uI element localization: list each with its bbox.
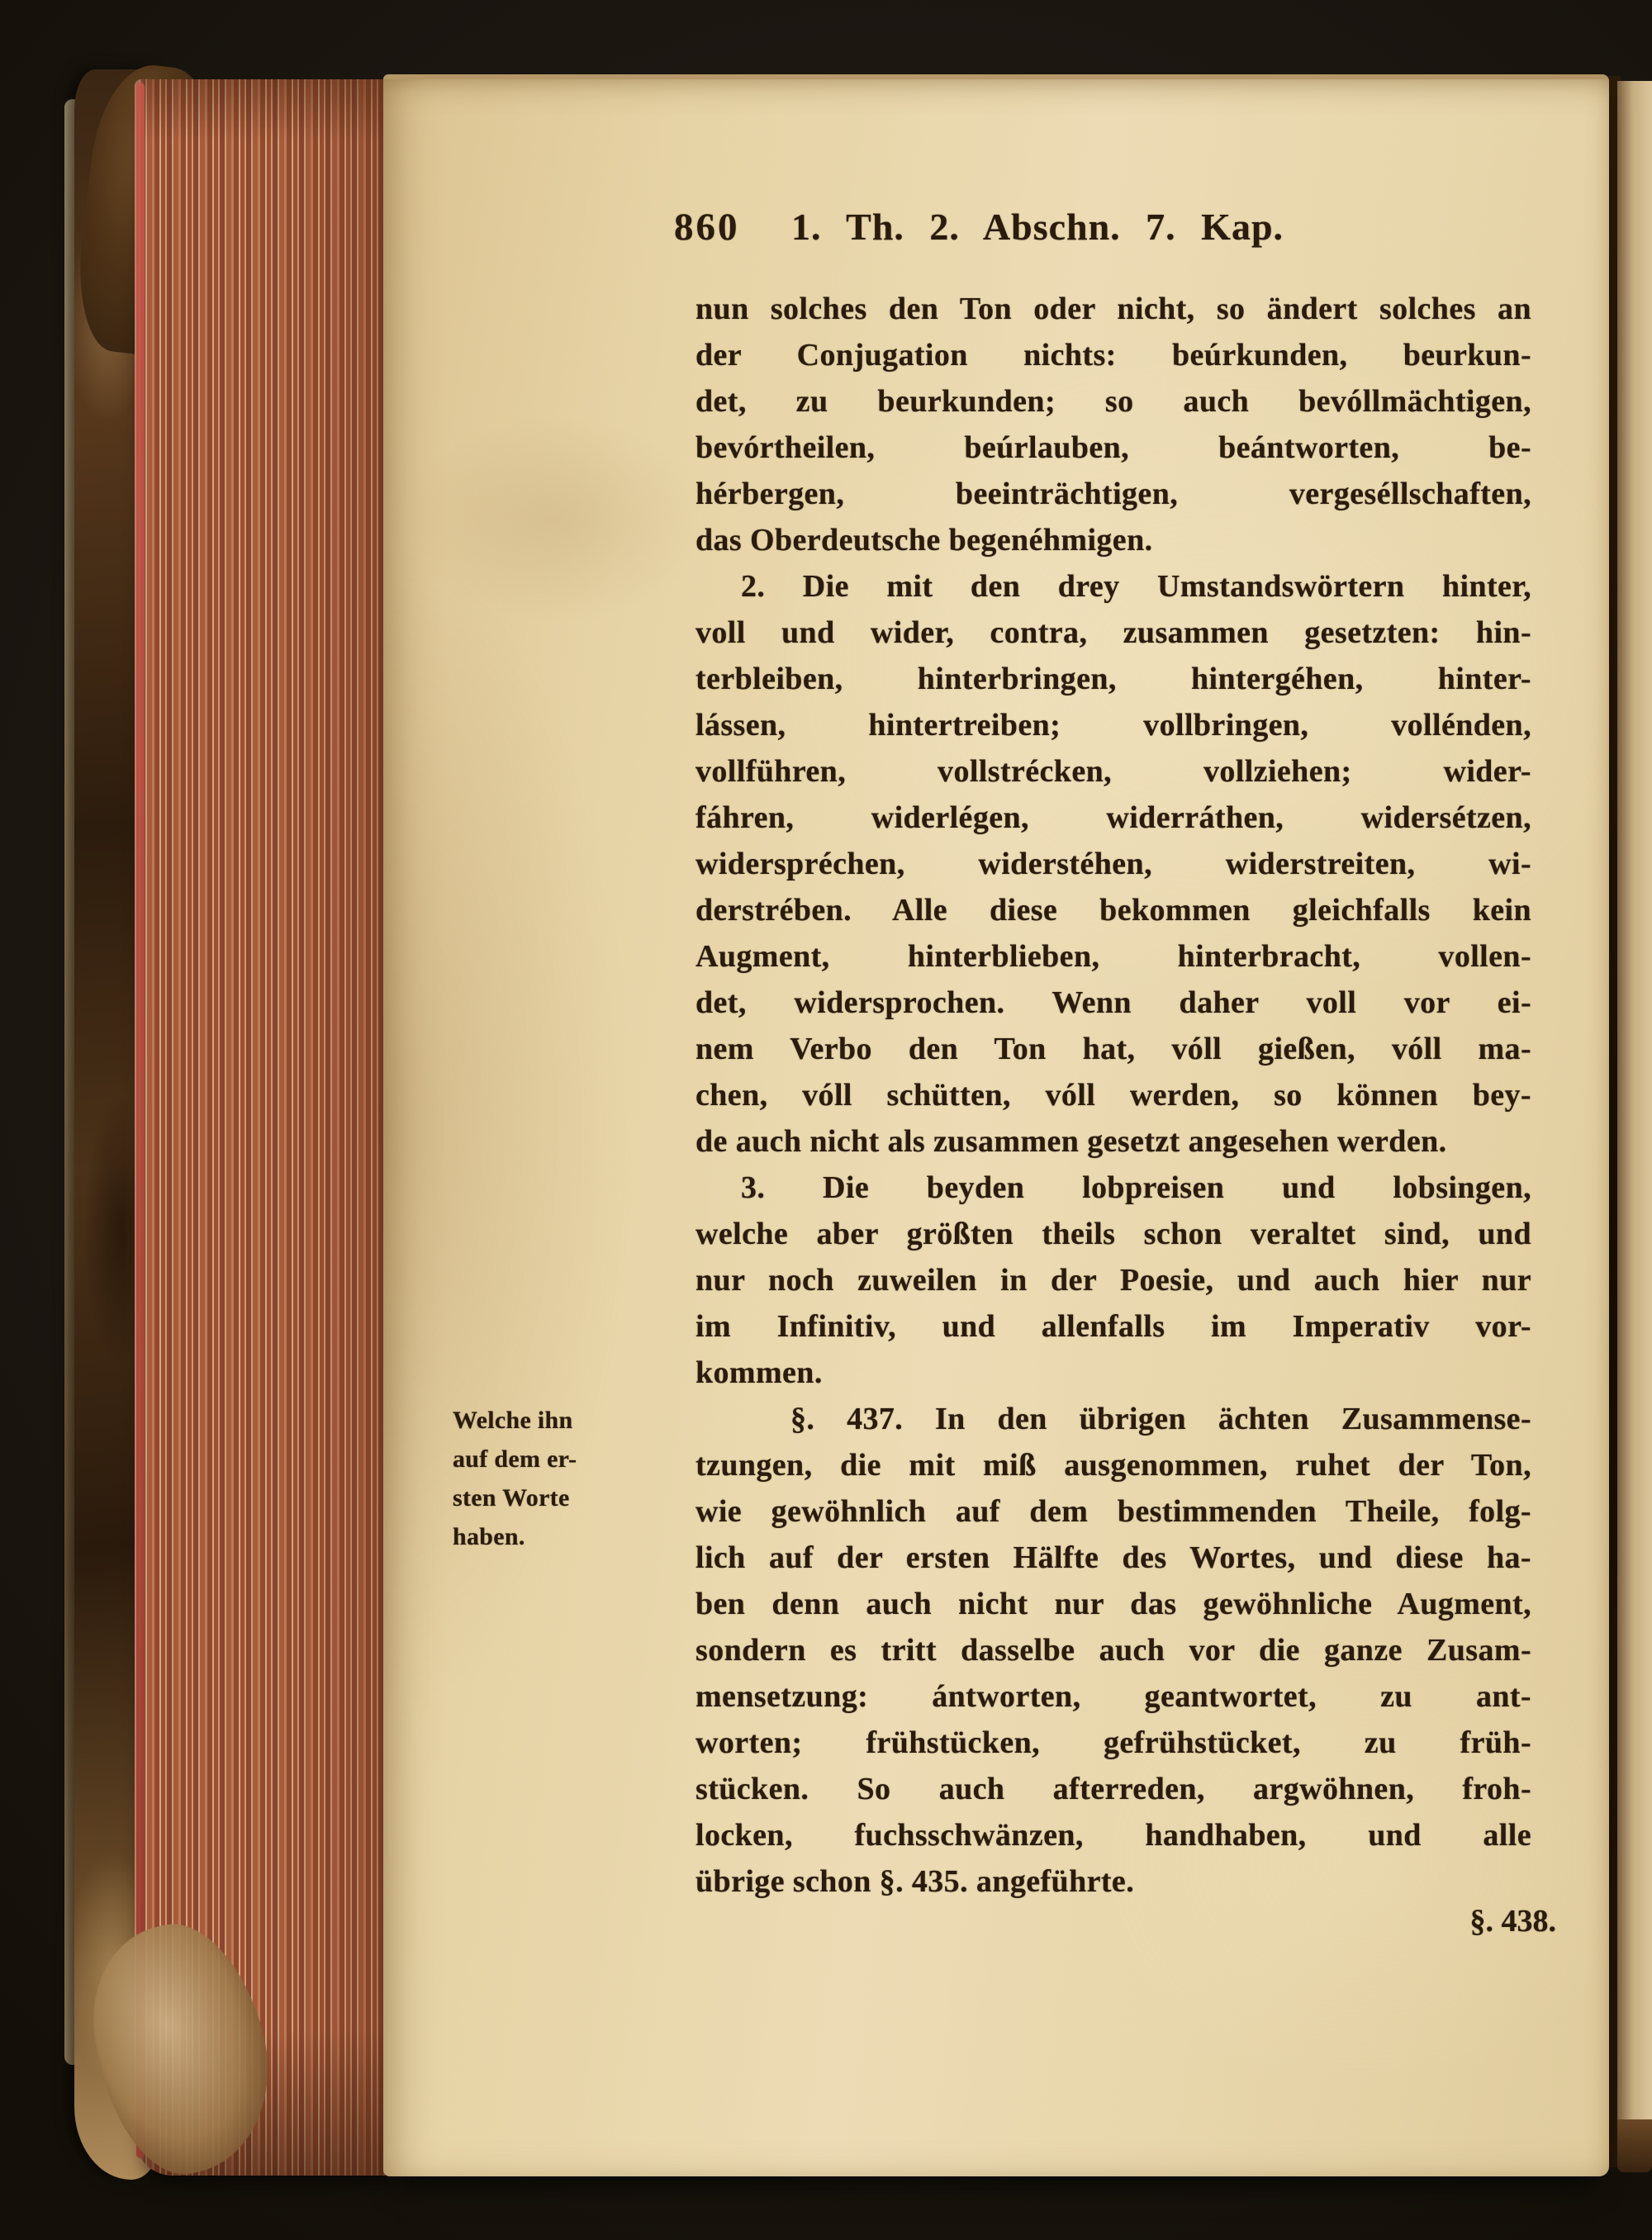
text-line: nun solches den Ton oder nicht, so ändert solches an <box>695 292 1531 326</box>
text-line: worten; frühstücken, gefrühstücket, zu früh- <box>695 1725 1531 1760</box>
text-line: lássen, hintertreiben; vollbringen, vollénden, <box>695 708 1531 743</box>
text-line: §. 437. In den übrigen ächten Zusammense- <box>790 1402 1531 1436</box>
text-line: nur noch zuweilen in der Poesie, und auch hier nur <box>695 1263 1531 1298</box>
text-line: übrige schon §. 435. angeführte. <box>695 1864 1135 1899</box>
text-line: der Conjugation nichts: beúrkunden, beurkun- <box>695 338 1531 373</box>
text-line: nem Verbo den Ton hat, vóll gießen, vóll ma- <box>695 1032 1531 1066</box>
text-line: Augment, hinterblieben, hinterbracht, vollen- <box>695 939 1531 974</box>
margin-note-line: auf dem er- <box>453 1445 577 1473</box>
text-line: sondern es tritt dasselbe auch vor die ganze Zusam- <box>695 1633 1531 1668</box>
text-line: det, zu beurkunden; so auch bevóllmächtigen, <box>695 384 1531 419</box>
text-line: vollführen, vollstrécken, vollziehen; wider- <box>695 754 1531 789</box>
text-line: chen, vóll schütten, vóll werden, so können bey- <box>695 1078 1531 1113</box>
text-line: de auch nicht als zusammen gesetzt angesehen werden. <box>695 1124 1447 1159</box>
margin-note-line: sten Worte <box>453 1484 570 1512</box>
book-fore-edge-pages <box>135 79 401 2176</box>
text-line: stücken. So auch afterreden, argwöhnen, froh- <box>695 1772 1531 1806</box>
text-line: fáhren, widerlégen, widerráthen, widersétzen, <box>695 800 1531 835</box>
book-page <box>383 74 1609 2176</box>
text-line: widerspréchen, widerstéhen, widerstreiten, wi- <box>695 847 1531 881</box>
text-line: kommen. <box>695 1355 823 1390</box>
text-line: bevórtheilen, beúrlauben, beántworten, be- <box>695 430 1531 465</box>
body-text <box>695 286 1531 1905</box>
text-line: terbleiben, hinterbringen, hintergéhen, hinter- <box>695 662 1531 696</box>
text-line: welche aber größten theils schon veraltet sind, und <box>695 1217 1531 1251</box>
text-line: locken, fuchsschwänzen, handhaben, und alle <box>695 1818 1531 1853</box>
text-line: im Infinitiv, und allenfalls im Imperativ vor- <box>695 1309 1531 1344</box>
text-line: hérbergen, beeinträchtigen, vergeséllschaften, <box>695 477 1531 511</box>
margin-note <box>453 1401 694 1556</box>
text-line: lich auf der ersten Hälfte des Wortes, und diese ha- <box>695 1540 1531 1575</box>
page-number: 860 <box>674 206 740 249</box>
text-line: das Oberdeutsche begenéhmigen. <box>695 523 1153 558</box>
margin-note-line: Welche ihn <box>453 1407 573 1434</box>
catchword: §. 438. <box>1469 1904 1556 1939</box>
text-line: det, widersprochen. Wenn daher voll vor ei- <box>695 985 1531 1020</box>
text-line: mensetzung: ántworten, geantwortet, zu ant- <box>695 1679 1531 1714</box>
next-page-edge <box>1617 81 1652 2166</box>
text-line: derstrében. Alle diese bekommen gleichfalls kein <box>695 893 1531 928</box>
text-line: tzungen, die mit miß ausgenommen, ruhet der Ton, <box>695 1448 1531 1483</box>
text-line: 2. Die mit den drey Umstandswörtern hinter, <box>741 569 1531 604</box>
text-line: voll und wider, contra, zusammen gesetzten: hin- <box>695 615 1531 650</box>
margin-note-line: haben. <box>453 1523 525 1550</box>
running-header: 1. Th. 2. Abschn. 7. Kap. <box>791 206 1284 248</box>
text-line: ben denn auch nicht nur das gewöhnliche Augment, <box>695 1587 1531 1621</box>
text-line: 3. Die beyden lobpreisen und lobsingen, <box>741 1170 1531 1205</box>
text-line: wie gewöhnlich auf dem bestimmenden Theile, folg- <box>695 1494 1531 1529</box>
